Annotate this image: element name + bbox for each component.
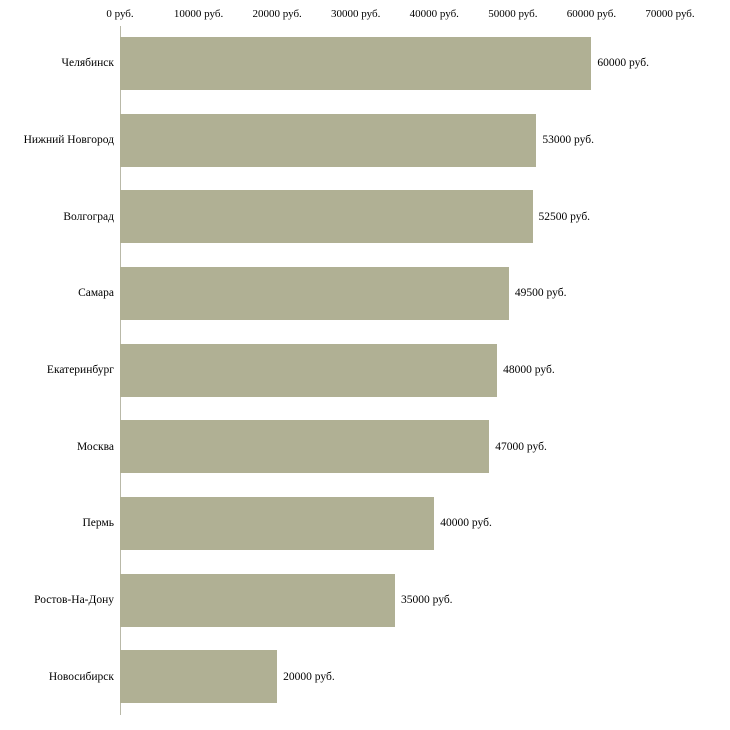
x-axis-tick-label: 20000 руб. — [252, 8, 302, 20]
category-label: Екатеринбург — [46, 364, 114, 376]
x-axis-tick-label: 50000 руб. — [488, 8, 538, 20]
x-axis-tick-label: 70000 руб. — [645, 8, 695, 20]
x-axis-tick-label: 60000 руб. — [566, 8, 617, 20]
category-label-holder — [0, 190, 114, 243]
category-label: Ростов-На-Дону — [34, 594, 114, 606]
x-axis-tick-label: 40000 руб. — [409, 8, 459, 20]
bar[interactable] — [120, 190, 533, 243]
category-label-holder — [0, 650, 114, 703]
bar-value-label: 48000 руб. — [503, 364, 555, 376]
bar-value-label: 35000 руб. — [401, 594, 453, 606]
bar-value-label: 40000 руб. — [440, 517, 492, 530]
bar-value-label: 20000 руб. — [283, 670, 335, 683]
bar-value-label: 47000 руб. — [495, 440, 547, 453]
x-axis-line — [120, 25, 670, 26]
bar-value-label: 60000 руб. — [597, 57, 649, 70]
x-axis-tick-label: 0 руб. — [106, 8, 134, 20]
category-label-holder — [0, 114, 114, 167]
x-axis-tick-label: 30000 руб. — [331, 8, 381, 20]
bar[interactable] — [120, 497, 434, 550]
category-label-holder — [0, 574, 114, 627]
category-label: Москва — [76, 440, 114, 453]
category-label-holder — [0, 420, 114, 473]
bar-value-label: 49500 руб. — [514, 287, 567, 300]
bar[interactable] — [120, 650, 277, 703]
category-label: Волгоград — [63, 210, 114, 223]
bar[interactable] — [120, 344, 497, 397]
category-label-holder — [0, 267, 114, 320]
category-label: Самара — [78, 287, 114, 300]
bar-value-label: 52500 руб. — [538, 210, 591, 223]
category-label-holder — [0, 37, 114, 90]
bar[interactable] — [120, 114, 536, 167]
bar-value-label: 53000 руб. — [542, 134, 594, 146]
category-label: Пермь — [82, 517, 114, 530]
bar[interactable] — [120, 37, 591, 90]
category-label-holder — [0, 497, 114, 550]
bar[interactable] — [120, 420, 489, 473]
bar[interactable] — [120, 574, 395, 627]
x-axis-tick-label: 10000 руб. — [173, 8, 224, 20]
category-label: Новосибирск — [48, 670, 114, 683]
bar[interactable] — [120, 267, 509, 320]
category-label: Нижний Новгород — [23, 134, 114, 146]
category-label-holder — [0, 344, 114, 397]
category-label: Челябинск — [61, 57, 114, 70]
